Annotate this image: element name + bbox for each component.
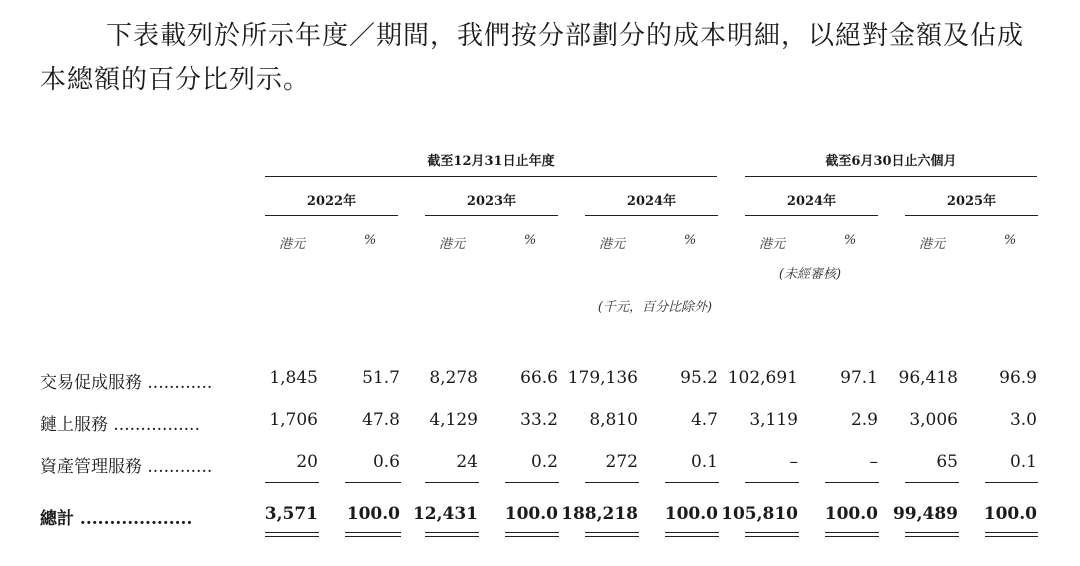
- subtotal-rule: [985, 482, 1038, 483]
- unit-pct: %: [683, 233, 697, 248]
- table-cell: 99,489: [892, 504, 958, 524]
- intro-text: 下表載列於所示年度／期間，我們按分部劃分的成本明細，以絕對金額及佔成本總額的百分比列示。: [40, 21, 1025, 95]
- total-double-rule: [985, 536, 1038, 537]
- table-cell: 96.9: [999, 368, 1037, 388]
- total-double-rule: [825, 536, 879, 537]
- table-cell: 4.7: [690, 410, 718, 430]
- year-underline: [425, 215, 558, 216]
- intro-paragraph: [40, 14, 1050, 102]
- table-cell: 2.9: [850, 410, 878, 430]
- unaudited-note: (未經審核): [778, 267, 842, 282]
- total-double-rule: [265, 532, 319, 533]
- total-double-rule: [345, 536, 401, 537]
- table-cell: 3,006: [909, 410, 958, 430]
- table-cell: 65: [936, 452, 958, 472]
- table-cell: 8,278: [429, 368, 478, 388]
- unit-hkd: 港元: [758, 237, 785, 252]
- table-cell: –: [789, 452, 798, 472]
- year-header: 2024年: [626, 194, 677, 209]
- table-cell: 188,218: [561, 504, 638, 524]
- year-header: 2024年: [786, 194, 837, 209]
- table-cell: 3,571: [264, 504, 318, 524]
- total-double-rule: [905, 532, 959, 533]
- group-header-six-months: 截至6月30日止六個月: [825, 154, 957, 169]
- year-underline: [265, 215, 398, 216]
- total-double-rule: [665, 536, 719, 537]
- year-header: 2023年: [466, 194, 517, 209]
- unit-hkd: 港元: [278, 237, 305, 252]
- table-cell: 1,845: [269, 368, 318, 388]
- subtotal-rule: [745, 482, 799, 483]
- table-cell: 3.0: [1009, 410, 1037, 430]
- total-double-rule: [745, 532, 799, 533]
- table-cell: 100.0: [824, 504, 878, 524]
- table-cell: 51.7: [362, 368, 400, 388]
- unit-pct: %: [843, 233, 857, 248]
- table-cell: 100.0: [504, 504, 558, 524]
- total-double-rule: [505, 532, 559, 533]
- table-cell: 66.6: [520, 368, 558, 388]
- group-header-full-year: 截至12月31日止年度: [427, 154, 555, 169]
- year-underline: [745, 215, 878, 216]
- table-cell: 12,431: [412, 504, 478, 524]
- group-underline: [265, 176, 717, 177]
- table-cell: 100.0: [983, 504, 1037, 524]
- table-cell: 272: [605, 452, 638, 472]
- table-cell: 0.1: [1009, 452, 1037, 472]
- subtotal-rule: [585, 482, 639, 483]
- table-cell: 4,129: [429, 410, 478, 430]
- total-double-rule: [505, 536, 559, 537]
- table-cell: 20: [296, 452, 318, 472]
- subtotal-rule: [905, 482, 959, 483]
- unit-hkd: 港元: [438, 237, 465, 252]
- unit-hkd: 港元: [598, 237, 625, 252]
- table-cell: 0.6: [372, 452, 400, 472]
- group-underline: [745, 176, 1037, 177]
- table-cell: 96,418: [898, 368, 958, 388]
- unit-pct: %: [1003, 233, 1017, 248]
- row-label: 鏈上服務 ................: [40, 415, 200, 435]
- subtotal-rule: [505, 482, 559, 483]
- row-label: 總計 ...................: [40, 509, 193, 529]
- subtotal-rule: [825, 482, 879, 483]
- table-cell: 179,136: [567, 368, 638, 388]
- subtotal-rule: [265, 482, 319, 483]
- table-cell: 95.2: [680, 368, 718, 388]
- total-double-rule: [985, 532, 1038, 533]
- thousands-note: (千元，百分比除外): [597, 300, 713, 315]
- table-cell: 100.0: [346, 504, 400, 524]
- total-double-rule: [745, 536, 799, 537]
- table-cell: 1,706: [269, 410, 318, 430]
- table-cell: 33.2: [520, 410, 558, 430]
- total-double-rule: [265, 536, 319, 537]
- total-double-rule: [825, 532, 879, 533]
- table-cell: 100.0: [664, 504, 718, 524]
- table-cell: –: [869, 452, 878, 472]
- total-double-rule: [425, 536, 479, 537]
- table-cell: 102,691: [727, 368, 798, 388]
- row-label: 交易促成服務 ............: [40, 373, 213, 393]
- table-cell: 24: [456, 452, 478, 472]
- table-cell: 47.8: [362, 410, 400, 430]
- year-header: 2022年: [306, 194, 357, 209]
- subtotal-rule: [425, 482, 479, 483]
- unit-pct: %: [523, 233, 537, 248]
- unit-hkd: 港元: [918, 237, 945, 252]
- table-cell: 0.2: [530, 452, 558, 472]
- subtotal-rule: [345, 482, 401, 483]
- total-double-rule: [345, 532, 401, 533]
- year-underline: [905, 215, 1038, 216]
- table-cell: 0.1: [690, 452, 718, 472]
- year-header: 2025年: [946, 194, 997, 209]
- total-double-rule: [585, 536, 639, 537]
- table-cell: 105,810: [721, 504, 798, 524]
- total-double-rule: [905, 536, 959, 537]
- table-cell: 8,810: [589, 410, 638, 430]
- year-underline: [585, 215, 718, 216]
- table-cell: 3,119: [749, 410, 798, 430]
- row-label: 資產管理服務 ............: [40, 457, 213, 477]
- table-cell: 97.1: [840, 368, 878, 388]
- total-double-rule: [665, 532, 719, 533]
- unit-pct: %: [363, 233, 377, 248]
- total-double-rule: [425, 532, 479, 533]
- total-double-rule: [585, 532, 639, 533]
- subtotal-rule: [665, 482, 719, 483]
